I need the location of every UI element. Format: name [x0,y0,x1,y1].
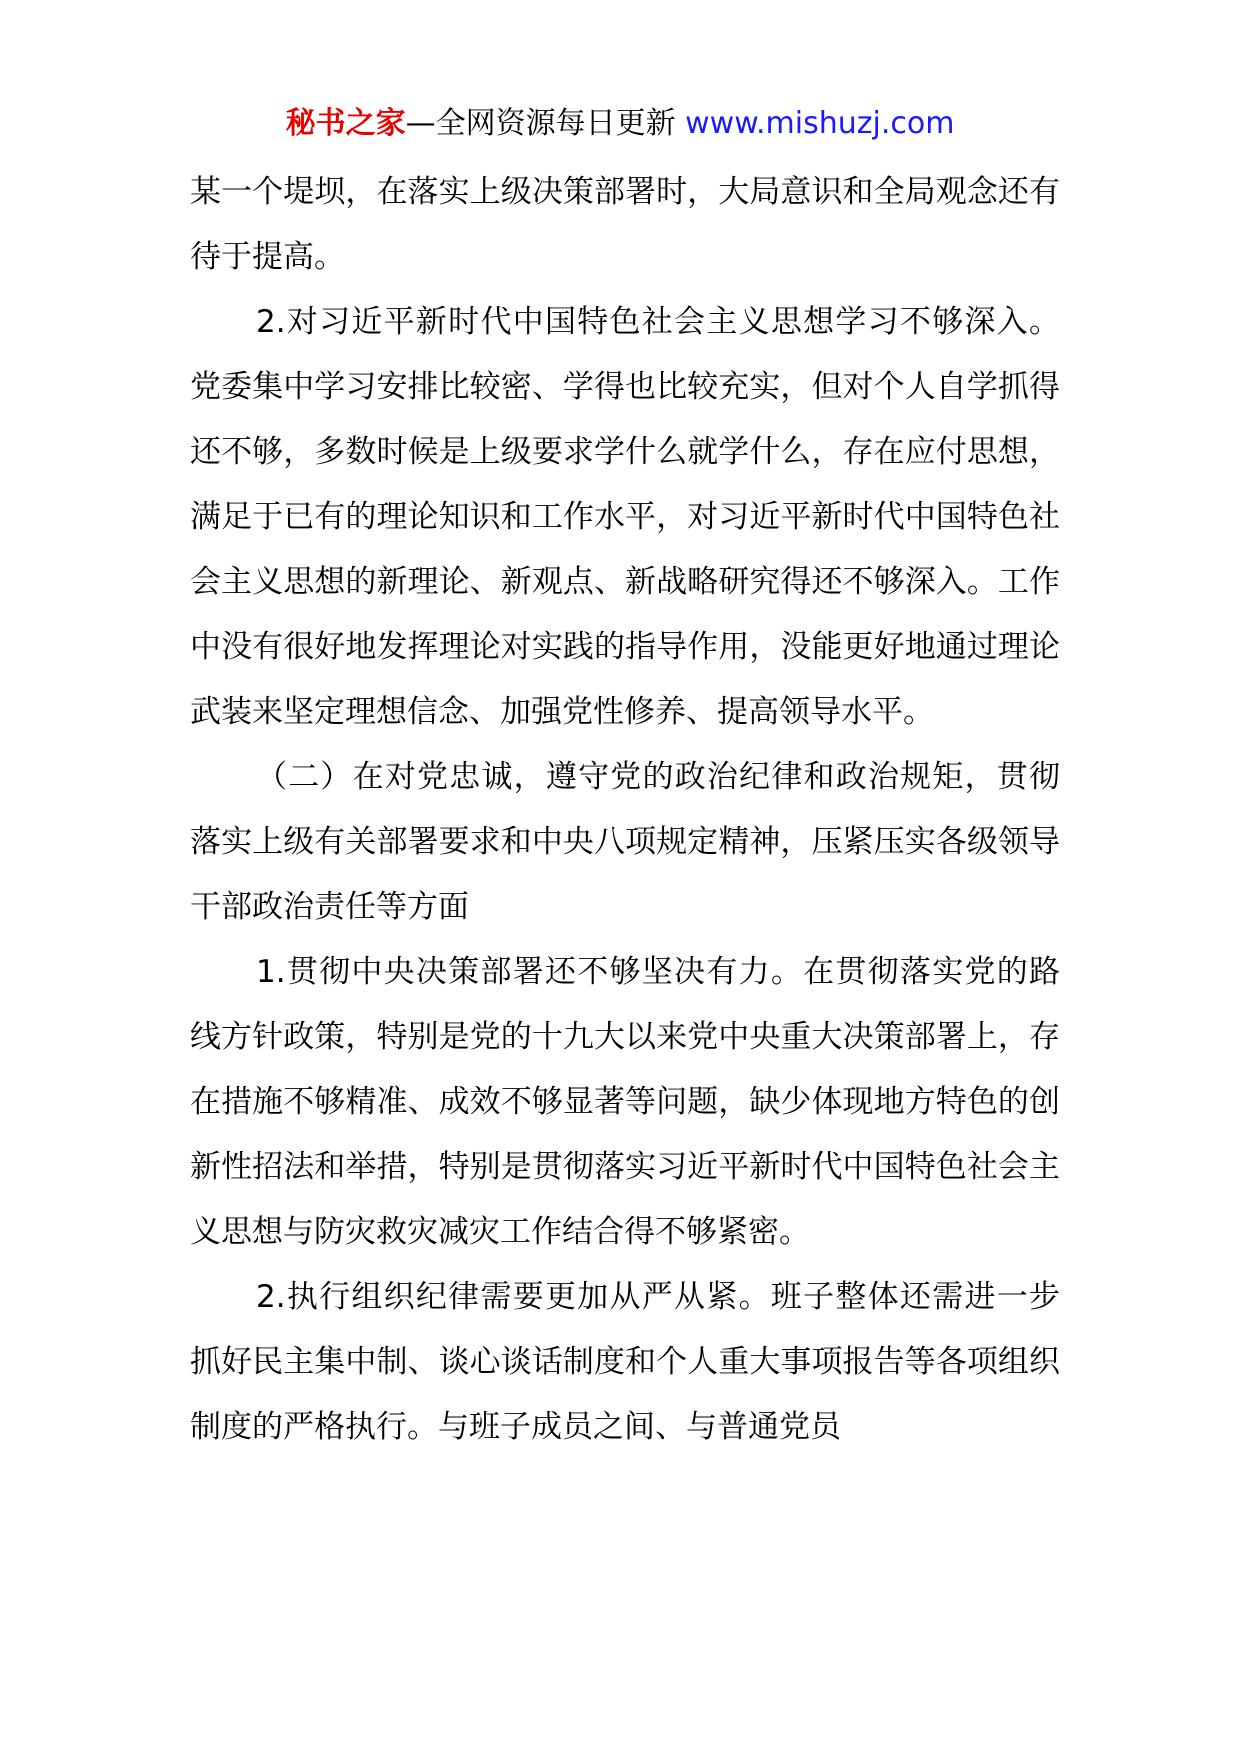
paragraph-item-2-study: 2.对习近平新时代中国特色社会主义思想学习不够深入。党委集中学习安排比较密、学得也比较充实，但对个人自学抓得还不够，多数时候是上级要求学什么就学什么，存在应付思想，满足于已有的理论知识和工作水平，对习近平新时代中国特色社会主义思想的新理论、新观点、新战略研究得还不够深入。工作中没有很好地发挥理论对实践的指导作用，没能更好地通过理论武装来坚定理想信念、加强党性修养、提高领导水平。 [190,304,1060,730]
site-url-link[interactable]: www.mishuzj.com [685,106,955,141]
paragraph-item-1-decisions: 1.贯彻中央决策部署还不够坚决有力。在贯彻落实党的路线方针政策，特别是党的十九大以来党中央重大决策部署上，存在措施不够精准、成效不够显著等问题，缺少体现地方特色的创新性招法和举措，特别是贯彻落实习近平新时代中国特色社会主义思想与防灾救灾减灾工作结合得不够紧密。 [190,954,1060,1250]
site-brand: 秘书之家 [285,106,406,141]
site-tagline: —全网资源每日更新 [405,106,686,141]
paragraph-item-2-discipline: 2.执行组织纪律需要更加从严从紧。班子整体还需进一步抓好民主集中制、谈心谈话制度和个人重大事项报告等各项组织制度的严格执行。与班子成员之间、与普通党员 [190,1279,1060,1445]
section-heading-2: （二）在对党忠诚，遵守党的政治纪律和政治规矩，贯彻落实上级有关部署要求和中央八项规定精神，压紧压实各级领导干部政治责任等方面 [190,759,1060,925]
paragraph-continuation: 某一个堤坝，在落实上级决策部署时，大局意识和全局观念还有待于提高。 [190,174,1060,275]
document-body [190,160,1060,1460]
site-header [0,104,1240,144]
